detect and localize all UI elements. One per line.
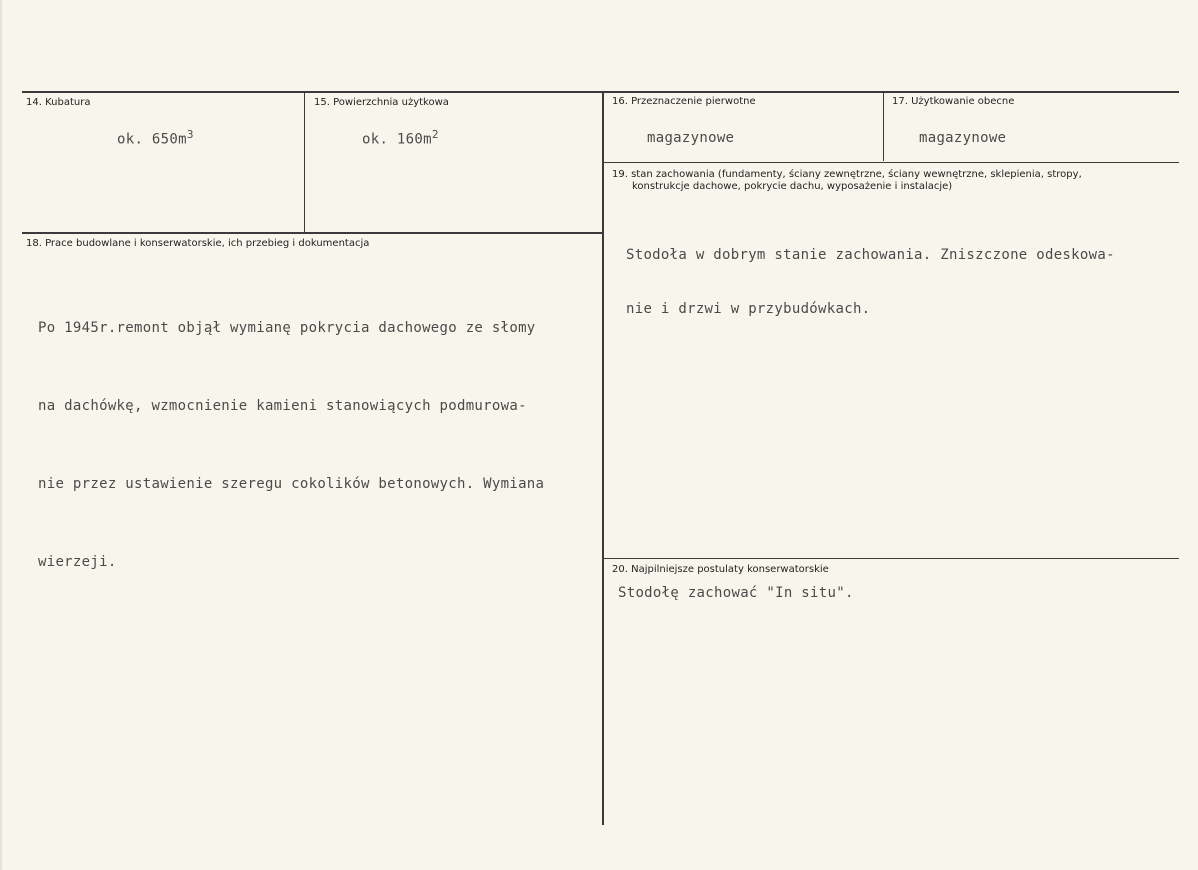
- field-18-line-2: na dachówkę, wzmocnienie kamieni stanowiących podmurowa-: [38, 398, 527, 414]
- field-19-label-line-2: konstrukcje dachowe, pokrycie dachu, wyposażenie i instalacje): [632, 181, 953, 192]
- rule-above-20: [604, 558, 1179, 559]
- field-14-label: 14. Kubatura: [26, 97, 91, 108]
- field-19-line-1: Stodoła w dobrym stanie zachowania. Zniszczone odeskowa-: [626, 247, 1115, 263]
- field-16-value: magazynowe: [647, 130, 735, 146]
- area-exponent: 2: [431, 128, 439, 141]
- field-14-value: [117, 128, 194, 148]
- divider-14-15: [304, 93, 305, 233]
- field-15-value: [362, 128, 439, 148]
- top-rule: [22, 91, 1179, 93]
- area-value: ok. 160m: [362, 131, 432, 148]
- divider-left-right: [602, 93, 604, 825]
- kubatura-value: ok. 650m: [117, 131, 187, 148]
- rule-above-19: [604, 162, 1179, 163]
- field-18-line-1: Po 1945r.remont objął wymianę pokrycia dachowego ze słomy: [38, 320, 536, 336]
- field-20-value: Stodołę zachować "In situ".: [618, 585, 854, 601]
- field-18-text: [38, 263, 544, 627]
- kubatura-exponent: 3: [186, 128, 194, 141]
- field-18-line-4: wierzeji.: [38, 554, 117, 570]
- field-19-line-2: nie i drzwi w przybudówkach.: [626, 301, 871, 317]
- rule-above-18: [22, 232, 602, 234]
- field-15-label: 15. Powierzchnia użytkowa: [314, 97, 449, 108]
- field-18-line-3: nie przez ustawienie szeregu cokolików betonowych. Wymiana: [38, 476, 545, 492]
- field-17-label: 17. Użytkowanie obecne: [892, 96, 1015, 107]
- field-17-value: magazynowe: [919, 130, 1007, 146]
- divider-16-17: [883, 93, 884, 161]
- field-16-label: 16. Przeznaczenie pierwotne: [612, 96, 756, 107]
- field-20-label: 20. Najpilniejsze postulaty konserwatorskie: [612, 564, 829, 575]
- field-19-text: [626, 210, 1115, 354]
- field-19-label-line-1: 19. stan zachowania (fundamenty, ściany zewnętrzne, ściany wewnętrzne, sklepienia, stropy,: [612, 169, 1082, 180]
- field-18-label: 18. Prace budowlane i konserwatorskie, ich przebieg i dokumentacja: [26, 238, 370, 249]
